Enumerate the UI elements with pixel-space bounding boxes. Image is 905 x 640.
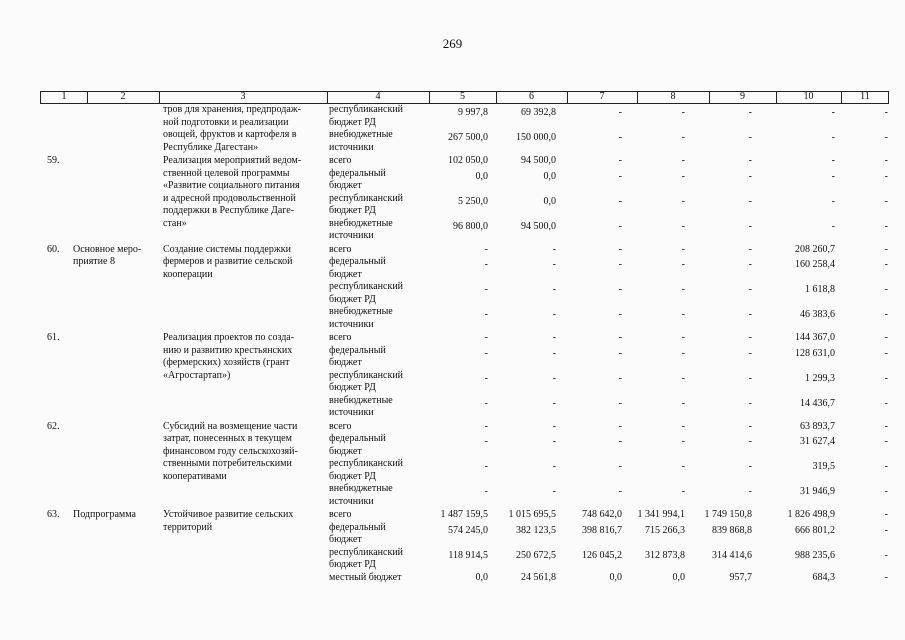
value-cell: - [484, 461, 488, 472]
value-cell: 31 946,9 [800, 486, 835, 497]
value-cell: 1 826 498,9 [787, 509, 835, 520]
value-cell: - [681, 132, 685, 143]
value-cell: - [884, 524, 888, 536]
value-cell: 988 235,6 [795, 549, 835, 561]
value-cell: - [831, 107, 835, 118]
value-cell: 160 258,4 [795, 259, 835, 270]
value-cell: 748 642,0 [582, 509, 622, 520]
funding-source: всего [329, 155, 352, 166]
value-cell: 267 500,0 [448, 132, 488, 143]
value-cell: - [884, 220, 888, 232]
funding-source: всего [329, 243, 352, 255]
value-cell: 31 627,4 [800, 436, 835, 447]
value-cell: - [618, 107, 622, 118]
header-divider [567, 92, 568, 103]
value-cell: 96 800,0 [453, 220, 488, 232]
value-cell: - [748, 332, 752, 343]
value-cell: - [618, 309, 622, 320]
row-number: 59. [47, 155, 60, 166]
value-cell: 314 414,6 [712, 549, 752, 561]
value-cell: 24 561,8 [521, 571, 556, 583]
header-cell: 1 [61, 91, 67, 102]
funding-source: федеральный бюджет [329, 521, 386, 545]
value-cell: - [748, 397, 752, 409]
value-cell: - [748, 420, 752, 432]
header-divider [429, 92, 430, 103]
value-cell: - [618, 220, 622, 232]
value-cell: - [618, 436, 622, 447]
value-cell: 144 367,0 [795, 332, 835, 343]
value-cell: - [618, 347, 622, 359]
value-cell: - [552, 461, 556, 472]
row-number: 63. [47, 509, 60, 520]
value-cell: - [884, 195, 888, 207]
value-cell: - [681, 372, 685, 384]
value-cell: 1 618,8 [805, 284, 835, 295]
value-cell: - [552, 486, 556, 497]
header-divider [159, 92, 160, 103]
value-cell: 0,0 [543, 170, 556, 182]
value-cell: 126 045,2 [582, 549, 622, 561]
value-cell: - [681, 332, 685, 343]
value-cell: - [681, 436, 685, 447]
value-cell: - [748, 243, 752, 255]
value-cell: - [552, 372, 556, 384]
value-cell: - [618, 461, 622, 472]
value-cell: - [681, 309, 685, 320]
funding-source: местный бюджет [329, 571, 402, 583]
value-cell: 0,0 [672, 571, 685, 583]
value-cell: - [552, 309, 556, 320]
value-cell: - [831, 195, 835, 207]
value-cell: - [884, 170, 888, 182]
value-cell: - [618, 486, 622, 497]
value-cell: 14 436,7 [800, 397, 835, 409]
funding-source: внебюджетные источники [329, 306, 393, 330]
value-cell: 1 299,3 [805, 372, 835, 384]
header-cell: 10 [803, 91, 814, 102]
value-cell: - [484, 332, 488, 343]
funding-source: федеральный бюджет [329, 433, 386, 457]
value-cell: 5 250,0 [458, 195, 488, 207]
value-cell: - [884, 549, 888, 561]
funding-source: внебюджетные источники [329, 129, 393, 153]
measure-description: Реализация мероприятий ведом- ственной целевой программы «Развитие социального питания и адресной продовольственной поддержки в Республике Даге- стан» [163, 155, 302, 229]
funding-source: внебюджетные источники [329, 483, 393, 507]
value-cell: - [748, 347, 752, 359]
measure-description: тров для хранения, предпродаж- ной подготовки и реализации овощей, фруктов и картофеля в Республике Дагестан» [163, 104, 301, 153]
value-cell: - [618, 397, 622, 409]
value-cell: - [618, 332, 622, 343]
value-cell: - [748, 220, 752, 232]
value-cell: - [831, 132, 835, 143]
funding-source: федеральный бюджет [329, 256, 386, 280]
value-cell: - [884, 132, 888, 143]
value-cell: - [748, 170, 752, 182]
value-cell: - [681, 220, 685, 232]
header-divider [327, 92, 328, 103]
value-cell: 128 631,0 [795, 347, 835, 359]
value-cell: - [681, 397, 685, 409]
header-cell: 4 [375, 91, 381, 102]
value-cell: - [681, 461, 685, 472]
value-cell: - [552, 420, 556, 432]
value-cell: - [831, 170, 835, 182]
table-header [40, 91, 889, 104]
value-cell: - [681, 259, 685, 270]
value-cell: - [618, 170, 622, 182]
value-cell: - [748, 461, 752, 472]
value-cell: - [681, 284, 685, 295]
value-cell: - [552, 243, 556, 255]
value-cell: - [831, 220, 835, 232]
value-cell: - [831, 155, 835, 166]
value-cell: - [748, 132, 752, 143]
funding-source: всего [329, 509, 352, 520]
value-cell: 574 245,0 [448, 524, 488, 536]
value-cell: 0,0 [475, 571, 488, 583]
funding-source: республиканский бюджет РД [329, 369, 404, 393]
header-cell: 8 [670, 91, 676, 102]
value-cell: 1 487 159,5 [440, 509, 488, 520]
value-cell: - [884, 243, 888, 255]
value-cell: - [748, 107, 752, 118]
funding-source: всего [329, 332, 352, 343]
value-cell: 0,0 [609, 571, 622, 583]
value-cell: - [484, 347, 488, 359]
funding-source: республиканский бюджет РД [329, 192, 404, 216]
value-cell: - [884, 284, 888, 295]
page-number: 269 [442, 36, 463, 51]
header-divider [776, 92, 777, 103]
value-cell: - [884, 372, 888, 384]
header-divider [709, 92, 710, 103]
program-name: Основное меро- приятие 8 [73, 243, 142, 267]
header-cell: 5 [460, 91, 465, 102]
value-cell: - [484, 284, 488, 295]
value-cell: - [748, 155, 752, 166]
value-cell: - [748, 436, 752, 447]
value-cell: - [552, 332, 556, 343]
value-cell: 398 816,7 [582, 524, 622, 536]
value-cell: - [484, 397, 488, 409]
value-cell: - [484, 259, 488, 270]
value-cell: - [884, 107, 888, 118]
value-cell: 150 000,0 [516, 132, 556, 143]
value-cell: - [484, 372, 488, 384]
value-cell: 69 392,8 [521, 107, 556, 118]
value-cell: - [681, 170, 685, 182]
value-cell: - [681, 155, 685, 166]
value-cell: - [748, 259, 752, 270]
funding-source: республиканский бюджет РД [329, 546, 404, 570]
value-cell: - [681, 243, 685, 255]
value-cell: - [748, 486, 752, 497]
funding-source: внебюджетные источники [329, 394, 393, 418]
value-cell: 94 500,0 [521, 155, 556, 166]
value-cell: 957,7 [729, 571, 752, 583]
row-number: 60. [47, 243, 60, 255]
value-cell: - [552, 284, 556, 295]
measure-description: Субсидий на возмещение части затрат, понесенных в текущем финансовом году сельскохозяй- ственными потребительскими кооперативами [163, 420, 298, 482]
value-cell: - [884, 420, 888, 432]
measure-description: Создание системы поддержки фермеров и развитие сельской кооперации [163, 243, 293, 280]
value-cell: - [884, 509, 888, 520]
value-cell: - [618, 132, 622, 143]
value-cell: - [884, 461, 888, 472]
value-cell: 1 341 994,1 [637, 509, 685, 520]
program-name: Подпрограмма [73, 509, 136, 520]
value-cell: - [884, 259, 888, 270]
value-cell: 118 914,5 [448, 549, 488, 561]
value-cell: - [681, 347, 685, 359]
funding-source: республиканский бюджет РД [329, 281, 404, 305]
funding-source: республиканский бюджет РД [329, 458, 404, 482]
value-cell: - [618, 372, 622, 384]
header-cell: 11 [860, 91, 870, 102]
value-cell: 312 873,8 [645, 549, 685, 561]
row-number: 61. [47, 332, 60, 343]
value-cell: 250 672,5 [516, 549, 556, 561]
funding-source: внебюджетные источники [329, 217, 393, 241]
value-cell: - [552, 259, 556, 270]
value-cell: - [884, 436, 888, 447]
header-cell: 7 [599, 91, 605, 102]
value-cell: 382 123,5 [516, 524, 556, 536]
value-cell: - [681, 195, 685, 207]
value-cell: - [618, 284, 622, 295]
value-cell: - [681, 420, 685, 432]
value-cell: 839 868,8 [712, 524, 752, 536]
funding-source: федеральный бюджет [329, 344, 386, 368]
value-cell: - [484, 420, 488, 432]
header-cell: 9 [740, 91, 745, 102]
header-divider [841, 92, 842, 103]
value-cell: 1 015 695,5 [508, 509, 556, 520]
funding-source: всего [329, 420, 352, 432]
value-cell: 63 893,7 [800, 420, 835, 432]
measure-description: Реализация проектов по созда- нию и развитию крестьянских (фермерских) хозяйств (грант «Агростартап») [163, 332, 295, 381]
value-cell: - [748, 195, 752, 207]
value-cell: - [484, 486, 488, 497]
value-cell: - [884, 397, 888, 409]
value-cell: - [484, 309, 488, 320]
value-cell: - [884, 486, 888, 497]
value-cell: - [884, 347, 888, 359]
value-cell: 208 260,7 [795, 243, 835, 255]
value-cell: - [618, 155, 622, 166]
value-cell: - [748, 284, 752, 295]
value-cell: 319,5 [812, 461, 835, 472]
value-cell: - [552, 347, 556, 359]
header-divider [637, 92, 638, 103]
value-cell: - [884, 309, 888, 320]
value-cell: - [884, 332, 888, 343]
value-cell: 94 500,0 [521, 220, 556, 232]
value-cell: - [618, 420, 622, 432]
value-cell: - [681, 486, 685, 497]
value-cell: 715 266,3 [645, 524, 685, 536]
value-cell: - [552, 436, 556, 447]
value-cell: - [884, 571, 888, 583]
value-cell: - [552, 397, 556, 409]
value-cell: - [484, 436, 488, 447]
value-cell: - [484, 243, 488, 255]
header-cell: 3 [240, 91, 246, 102]
header-cell: 2 [120, 91, 126, 102]
value-cell: - [884, 155, 888, 166]
header-cell: 6 [529, 91, 534, 102]
value-cell: - [681, 107, 685, 118]
value-cell: - [748, 372, 752, 384]
funding-source: республиканский бюджет РД [329, 104, 404, 128]
value-cell: - [618, 243, 622, 255]
value-cell: 46 383,6 [800, 309, 835, 320]
value-cell: 666 801,2 [795, 524, 835, 536]
header-divider [496, 92, 497, 103]
value-cell: 0,0 [475, 170, 488, 182]
row-number: 62. [47, 420, 60, 432]
measure-description: Устойчивое развитие сельских территорий [163, 509, 294, 533]
value-cell: 102 050,0 [448, 155, 488, 166]
value-cell: - [618, 195, 622, 207]
header-divider [87, 92, 88, 103]
value-cell: - [748, 309, 752, 320]
value-cell: 0,0 [543, 195, 556, 207]
value-cell: 1 749 150,8 [704, 509, 752, 520]
value-cell: - [618, 259, 622, 270]
value-cell: 684,3 [812, 571, 835, 583]
value-cell: 9 997,8 [458, 107, 488, 118]
funding-source: федеральный бюджет [329, 167, 386, 191]
